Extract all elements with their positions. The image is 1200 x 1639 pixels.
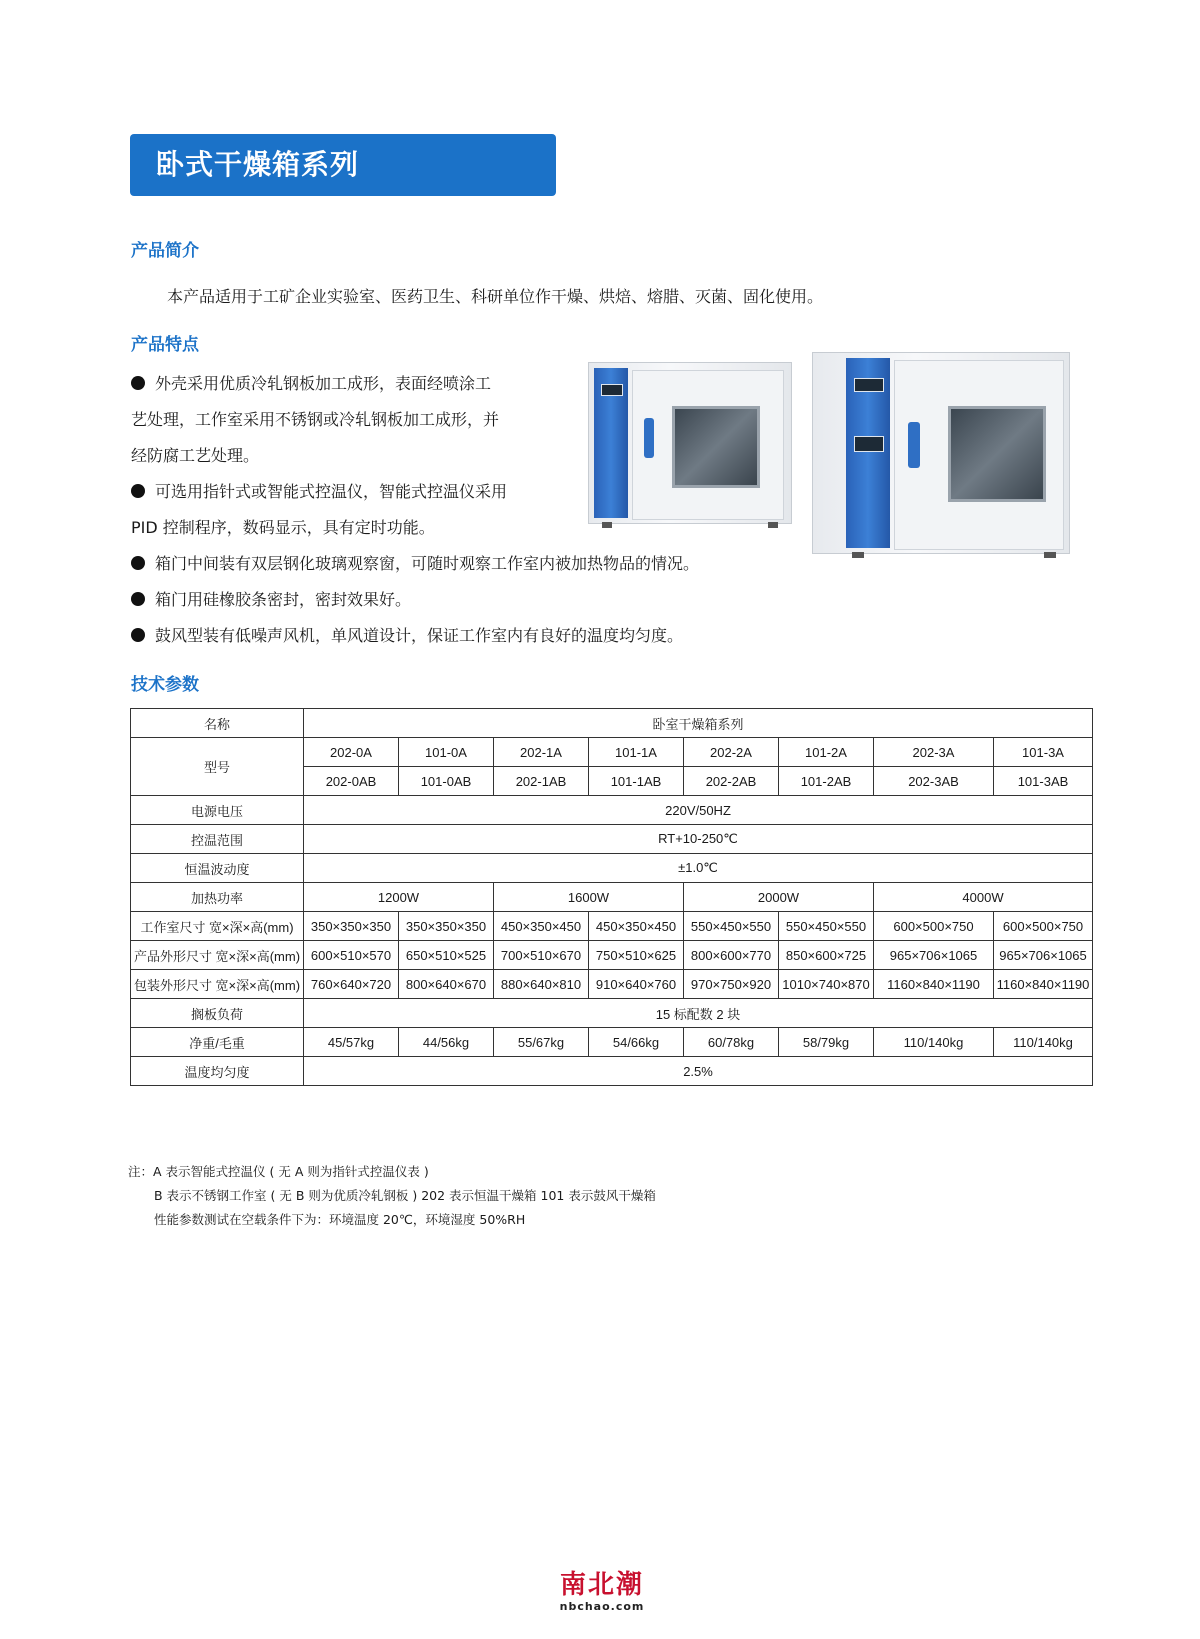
cell: 202-0AB (304, 767, 399, 796)
cell: 1600W (494, 883, 684, 912)
cell: 1160×840×1190 (994, 970, 1093, 999)
note-line: B 表示不锈钢工作室 ( 无 B 则为优质冷轧钢板 ) 202 表示恒温干燥箱 101 表示鼓风干燥箱 (154, 1188, 656, 1203)
cell: 58/79kg (779, 1028, 874, 1057)
table-row (131, 999, 1093, 1028)
cell: 350×350×350 (399, 912, 494, 941)
cell: 600×500×750 (994, 912, 1093, 941)
table-row (131, 796, 1093, 825)
cell: 101-3A (994, 738, 1093, 767)
row-label: 产品外形尺寸 宽×深×高(mm) (131, 941, 304, 970)
bullet-icon (131, 484, 145, 498)
logo-text-en: nbchao.com (559, 1600, 645, 1613)
table-row (131, 1028, 1093, 1057)
page-title: 卧式干燥箱系列 (156, 148, 360, 181)
cell: 101-1AB (589, 767, 684, 796)
cell: 44/56kg (399, 1028, 494, 1057)
table-row (131, 1057, 1093, 1086)
cell: 700×510×670 (494, 941, 589, 970)
bullet-icon (131, 376, 145, 390)
row-label: 包装外形尺寸 宽×深×高(mm) (131, 970, 304, 999)
row-label: 加热功率 (131, 883, 304, 912)
cell: 450×350×450 (494, 912, 589, 941)
cell: 970×750×920 (684, 970, 779, 999)
cell: 202-2A (684, 738, 779, 767)
cell: 101-0A (399, 738, 494, 767)
cell: 800×600×770 (684, 941, 779, 970)
feature-item: 鼓风型装有低噪声风机，单风道设计，保证工作室内有良好的温度均匀度。 (131, 618, 683, 654)
cell: 550×450×550 (779, 912, 874, 941)
features-heading: 产品特点 (131, 335, 199, 355)
cell: 202-1A (494, 738, 589, 767)
intro-text: 本产品适用于工矿企业实验室、医药卫生、科研单位作干燥、烘焙、熔腊、灭菌、固化使用。 (167, 287, 824, 306)
cell: 220V/50HZ (304, 796, 1093, 825)
feature-item: 箱门用硅橡胶条密封，密封效果好。 (131, 582, 411, 618)
bullet-icon (131, 628, 145, 642)
cell: 2000W (684, 883, 874, 912)
cell: 110/140kg (994, 1028, 1093, 1057)
cell: 卧室干燥箱系列 (304, 709, 1093, 738)
row-label: 型号 (131, 738, 304, 796)
cell: 1200W (304, 883, 494, 912)
cell: 4000W (874, 883, 1093, 912)
cell: 101-2AB (779, 767, 874, 796)
feature-item: 外壳采用优质冷轧钢板加工成形，表面经喷涂工 (131, 366, 491, 402)
cell: 760×640×720 (304, 970, 399, 999)
feature-item-cont: PID 控制程序，数码显示，具有定时功能。 (131, 518, 435, 537)
cell: 55/67kg (494, 1028, 589, 1057)
logo-text-cn: 南北潮 (559, 1570, 644, 1600)
row-label: 控温范围 (131, 825, 304, 854)
cell: RT+10-250℃ (304, 825, 1093, 854)
cell: 850×600×725 (779, 941, 874, 970)
cell: 110/140kg (874, 1028, 994, 1057)
cell: 54/66kg (589, 1028, 684, 1057)
cell: 880×640×810 (494, 970, 589, 999)
cell: 202-1AB (494, 767, 589, 796)
table-row (131, 883, 1093, 912)
intro-heading: 产品简介 (131, 241, 199, 261)
row-label: 工作室尺寸 宽×深×高(mm) (131, 912, 304, 941)
feature-item: 可选用指针式或智能式控温仪，智能式控温仪采用 (131, 474, 507, 510)
table-row (131, 825, 1093, 854)
note-line: 注：A 表示智能式控温仪 ( 无 A 则为指针式控温仪表 ) (128, 1164, 429, 1179)
page-title-banner (130, 134, 556, 196)
table-row (131, 970, 1093, 999)
cell: 45/57kg (304, 1028, 399, 1057)
table-row (131, 738, 1093, 767)
cell: 910×640×760 (589, 970, 684, 999)
row-label: 净重/毛重 (131, 1028, 304, 1057)
cell: 202-3A (874, 738, 994, 767)
cell: 1160×840×1190 (874, 970, 994, 999)
cell: 600×500×750 (874, 912, 994, 941)
bullet-icon (131, 592, 145, 606)
feature-item-cont: 经防腐工艺处理。 (131, 446, 260, 465)
note-line: 性能参数测试在空载条件下为：环境温度 20℃，环境湿度 50%RH (154, 1212, 526, 1227)
site-logo (552, 1570, 652, 1613)
cell: 550×450×550 (684, 912, 779, 941)
row-label: 温度均匀度 (131, 1057, 304, 1086)
cell: 2.5% (304, 1057, 1093, 1086)
feature-item: 箱门中间装有双层钢化玻璃观察窗，可随时观察工作室内被加热物品的情况。 (131, 546, 699, 582)
cell: 101-2A (779, 738, 874, 767)
row-label: 名称 (131, 709, 304, 738)
specs-heading: 技术参数 (131, 675, 199, 695)
cell: ±1.0℃ (304, 854, 1093, 883)
cell: 965×706×1065 (874, 941, 994, 970)
row-label: 电源电压 (131, 796, 304, 825)
spec-table (130, 708, 1093, 1086)
cell: 750×510×625 (589, 941, 684, 970)
cell: 202-0A (304, 738, 399, 767)
cell: 800×640×670 (399, 970, 494, 999)
table-row (131, 912, 1093, 941)
cell: 101-0AB (399, 767, 494, 796)
cell: 202-2AB (684, 767, 779, 796)
cell: 202-3AB (874, 767, 994, 796)
cell: 450×350×450 (589, 912, 684, 941)
cell: 101-1A (589, 738, 684, 767)
cell: 15 标配数 2 块 (304, 999, 1093, 1028)
cell: 101-3AB (994, 767, 1093, 796)
cell: 600×510×570 (304, 941, 399, 970)
cell: 60/78kg (684, 1028, 779, 1057)
row-label: 搁板负荷 (131, 999, 304, 1028)
oven-image-small (588, 362, 792, 532)
notes (128, 1160, 656, 1232)
cell: 965×706×1065 (994, 941, 1093, 970)
table-row (131, 941, 1093, 970)
bullet-icon (131, 556, 145, 570)
table-row (131, 854, 1093, 883)
cell: 1010×740×870 (779, 970, 874, 999)
cell: 650×510×525 (399, 941, 494, 970)
row-label: 恒温波动度 (131, 854, 304, 883)
oven-image-large (812, 352, 1070, 560)
table-row (131, 709, 1093, 738)
feature-item-cont: 艺处理，工作室采用不锈钢或冷轧钢板加工成形，并 (131, 410, 500, 429)
cell: 350×350×350 (304, 912, 399, 941)
